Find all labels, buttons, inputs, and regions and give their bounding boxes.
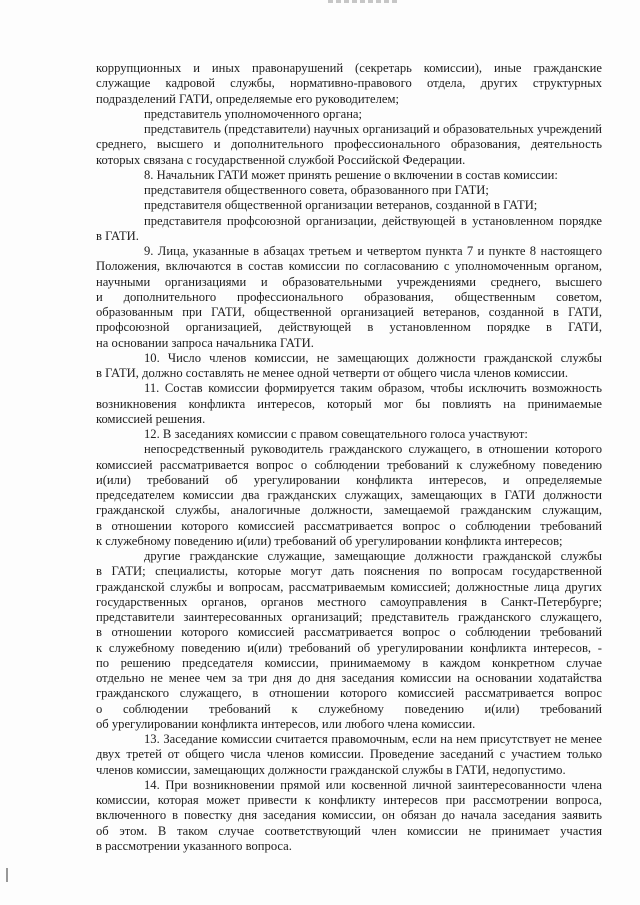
paragraph-12-manager [96, 442, 602, 549]
text-line: гражданской службы и вопросам, рассматриваемым комиссией; должностные лица других [96, 579, 602, 594]
paragraph-12-others [96, 549, 602, 732]
text-line: в ГАТИ; специалисты, которые могут дать пояснения по вопросам государственной [96, 564, 602, 579]
text-line: гражданской службы, аналогичные должности, замещаемой гражданским служащим, [96, 503, 602, 518]
paragraph-8-public-council [96, 183, 602, 198]
paragraph-8-union [96, 214, 602, 245]
text-line: образованным при ГАТИ, общественной организацией ветеранов, созданной в ГАТИ, [96, 305, 602, 319]
text-line: представитель (представители) научных организаций и образовательных учреждений [144, 122, 602, 136]
text-line: на основании запроса начальника ГАТИ. [96, 335, 314, 350]
text-line: в отношении которого комиссией рассматривается вопрос о соблюдении требований [96, 625, 602, 640]
text-line: комиссии, которая может привести к конфликту интересов при рассмотрении вопроса, [96, 793, 602, 807]
paragraph-13 [96, 732, 602, 778]
text-line: гражданского служащего, в отношении которого комиссией рассматривается вопрос [96, 686, 602, 701]
text-line: другие гражданские служащие, замещающие должности гражданской службы [144, 549, 602, 563]
text-line: включенного в повестку дня заседания комиссии, он обязан до начала заседания заявить [96, 808, 602, 823]
text-line: научными организациями и образовательными учреждениями среднего, высшего [96, 274, 602, 289]
text-line: коррупционных и иных правонарушений (секретарь комиссии), иные гражданские [96, 61, 602, 75]
text-line: в отношении которого комиссией рассматривается вопрос о соблюдении требований [96, 518, 602, 533]
paragraph-10 [96, 351, 602, 382]
text-line: в ГАТИ. [96, 228, 139, 243]
text-line: и дополнительного профессионального образования, общественным советом, [96, 289, 602, 304]
text-line: отдельно не менее чем за три дня до дня заседания комиссии на основании ходатайства [96, 671, 602, 685]
text-line: в рассмотрении указанного вопроса. [96, 838, 292, 853]
paragraph-7-representative [96, 107, 602, 122]
text-line: 9. Лица, указанные в абзацах третьем и четвертом пункта 7 и пункте 8 настоящего [144, 244, 602, 258]
text-line: об этом. В таком случае соответствующий член комиссии не принимает участия [96, 823, 602, 838]
text-line: представителя профсоюзной организации, действующей в установленном порядке [144, 213, 602, 228]
paragraph-7-science [96, 122, 602, 168]
text-line: и(или) требований об урегулировании конфликта интересов, и определяемые [96, 472, 602, 487]
text-line: в ГАТИ, должно составлять не менее одной четверти от общего числа членов комиссии. [96, 366, 569, 380]
text-line: 12. В заседаниях комиссии с правом совещательного голоса участвуют: [144, 427, 528, 441]
text-line: подразделений ГАТИ, определяемые его руководителем; [96, 91, 399, 106]
text-line: 10. Число членов комиссии, не замещающих должности гражданской службы [144, 350, 602, 365]
paragraph-8 [96, 168, 602, 183]
text-line: которых связана с государственной службой Российской Федерации. [96, 152, 466, 167]
text-line: непосредственный руководитель гражданского служащего, в отношении которого [144, 442, 602, 457]
text-line: Положения, включаются в состав комиссии по согласованию с уполномоченным органом, [96, 259, 602, 274]
text-line: членов комиссии, замещающих должности гражданской службы в ГАТИ, недопустимо. [96, 762, 566, 777]
text-line: об урегулировании конфликта интересов, или любого члена комиссии. [96, 716, 476, 731]
text-line: служащие кадровой службы, нормативно-правового отдела, других структурных [96, 76, 602, 91]
paragraph-9 [96, 244, 602, 351]
text-line: комиссией рассматривается вопрос о соблюдении требований к служебному поведению [96, 457, 602, 472]
text-line: профсоюзной организацией, действующей в установленном порядке в ГАТИ, [96, 320, 602, 335]
text-line: представителя общественного совета, образованного при ГАТИ; [144, 183, 489, 197]
text-line: 14. При возникновении прямой или косвенной личной заинтересованности члена [144, 777, 602, 792]
text-line: государственных органов, органов местного самоуправления в Санкт-Петербурге; [96, 594, 602, 609]
text-line: к служебному поведению и(или) требований об урегулировании конфликта интересов, - [96, 640, 602, 655]
paragraph-7-continuation [96, 61, 602, 107]
text-line: комиссией решения. [96, 411, 206, 426]
text-line: представителя общественной организации ветеранов, созданной в ГАТИ; [144, 198, 538, 213]
text-line: представитель уполномоченного органа; [144, 106, 363, 121]
text-line: двух третей от общего числа членов комиссии. Проведение заседаний с участием только [96, 747, 602, 762]
text-line: 13. Заседание комиссии считается правомочным, если на нем присутствует не менее [144, 732, 602, 746]
scan-header-mark [328, 0, 400, 3]
scan-margin-mark [6, 868, 8, 882]
text-line: 8. Начальник ГАТИ может принять решение о включении в состав комиссии: [144, 167, 558, 182]
text-line: представители заинтересованных организаций; представитель гражданского служащего, [96, 610, 602, 624]
paragraph-12 [96, 427, 602, 442]
text-line: возникновения конфликта интересов, который мог бы повлиять на принимаемые [96, 396, 602, 411]
text-line: среднего, высшего и дополнительного профессионального образования, деятельность [96, 137, 602, 152]
paragraph-14 [96, 778, 602, 854]
text-line: о соблюдении требований к служебному поведению и(или) требований [96, 701, 602, 716]
paragraph-8-veterans [96, 198, 602, 213]
paragraph-11 [96, 381, 602, 427]
text-line: по решению председателя комиссии, принимаемому в каждом конкретном случае [96, 655, 602, 670]
text-line: 11. Состав комиссии формируется таким образом, чтобы исключить возможность [144, 381, 602, 396]
text-line: к служебному поведению и(или) требований об урегулировании конфликта интересов; [96, 533, 563, 548]
document-body [96, 61, 602, 854]
text-line: председателем комиссии два гражданских служащих, замещающих в ГАТИ должности [96, 488, 602, 502]
